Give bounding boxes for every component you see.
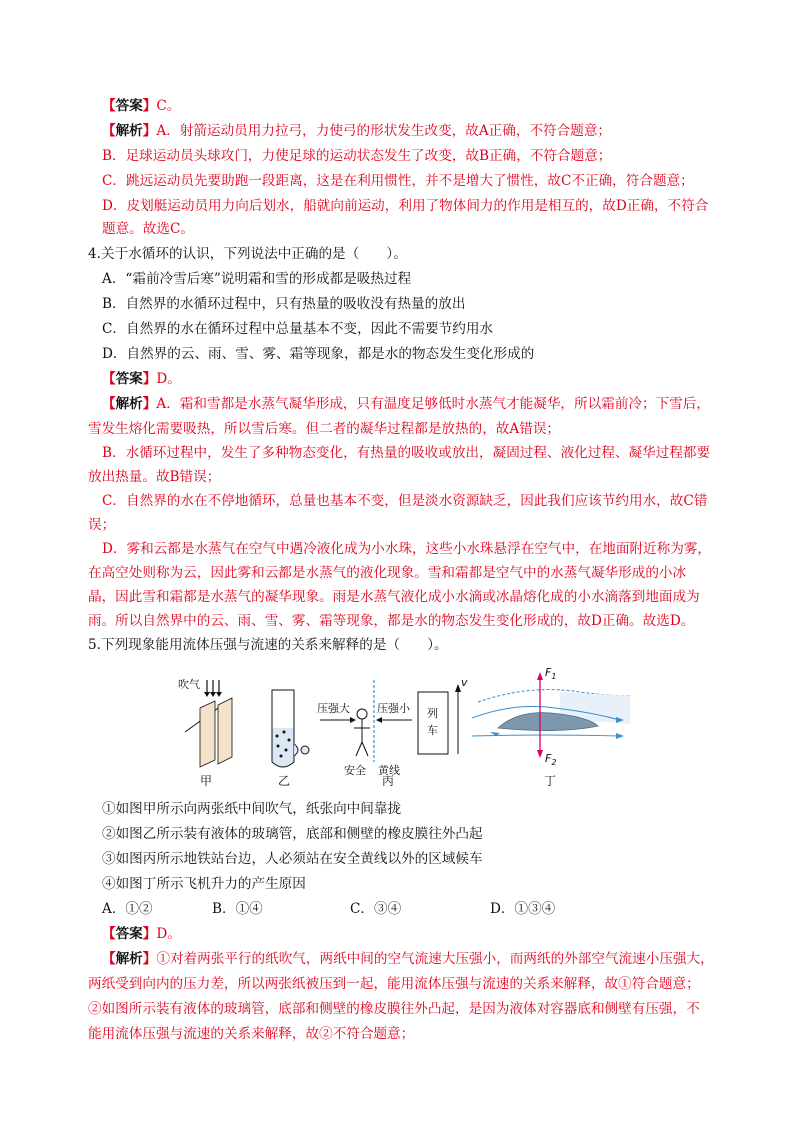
answer-tag: 答案 (115, 371, 143, 387)
q3-analysis-line-3: D．皮划艇运动员用力向后划水，船就向前运动，利用了物体间力的作用是相互的，故D正确，不符合 (102, 198, 709, 214)
q5-analysis-line-3: 能用流体压强与流速的关系来解释，故②不符合题意； (88, 1026, 415, 1042)
q4-analysis-line-3: 放出热量。故B错误； (88, 469, 221, 485)
f1-label: $F_1$ (545, 666, 557, 681)
q4-option-d: D．自然界的云、雨、雪、雾、霜等现象，都是水的物态发生变化形成的 (102, 346, 535, 362)
answer-value: D。 (156, 926, 181, 942)
high-pressure-label: 压强大 (317, 702, 350, 715)
q3-analysis-line-2: C．跳远运动员先要助跑一段距离，这是在利用惯性，并不是增大了惯性，故C不正确，符合题意； (102, 173, 694, 189)
q4-analysis-line-8: 晶，因此雪和霜都是水蒸气的凝华现象。雨是水蒸气液化成小水滴或冰晶熔化成的小水滴落到地面成为 (88, 589, 700, 605)
q3-analysis-line-1: B．足球运动员头球攻门，力使足球的运动状态发生了改变，故B正确，不符合题意； (102, 148, 612, 164)
bracket-open: 【 (102, 123, 116, 139)
figure-svg (160, 662, 680, 792)
q4-analysis-line-7: 在高空处则称为云，因此雾和云都是水蒸气的液化现象。雪和霜都是空气中的水蒸气凝华形成的小冰 (88, 565, 687, 581)
q4-answer-line (102, 370, 742, 388)
caption-bing: 丙 (382, 774, 395, 788)
caption-ding: 丁 (544, 774, 557, 788)
blow-label: 吹气 (178, 678, 200, 691)
q4-option-c: C．自然界的水在循环过程中总量基本不变，因此不需要节约用水 (102, 321, 494, 337)
q5-item-1: ①如图甲所示向两张纸中间吹气，纸张向中间靠拢 (102, 801, 402, 817)
q4-option-a: A．“霜前冷雪后寒”说明霜和雪的形成都是吸热过程 (102, 271, 412, 287)
bracket-open: 【 (102, 396, 116, 412)
q5-answer-line (102, 925, 742, 943)
analysis-text: ①对着两张平行的纸吹气，两纸中间的空气流速大压强小，而两纸的外部空气流速小压强大， (156, 951, 714, 967)
yellow-line-label: 黄线 (378, 764, 400, 777)
q4-analysis-line-6: D．雾和云都是水蒸气在空气中遇冷液化成为小水珠，这些小水珠悬浮在空气中，在地面附近称为雾， (102, 541, 712, 557)
bracket-open: 【 (102, 98, 116, 114)
q5-option-a: A．①② (102, 901, 153, 917)
safety-label: 安全 (344, 764, 366, 777)
analysis-text: A．射箭运动员用力拉弓，力使弓的形状发生改变，故A正确，不符合题意； (156, 123, 612, 139)
q4-analysis-line-1: 雪发生熔化需要吸热，所以雪后寒。但二者的凝华过程都是放热的，故A错误； (88, 421, 561, 437)
q5-analysis-line-2: ②如图所示装有液体的玻璃管，底部和侧壁的橡皮膜往外凸起，是因为液体对容器底和侧壁有压强，不 (88, 1001, 700, 1017)
figure-ding (472, 666, 630, 788)
figure-bing (317, 676, 468, 788)
bracket-close: 】 (142, 926, 157, 942)
q4-analysis-line-4: C．自然界的水在不停地循环，总量也基本不变，但是淡水资源缺乏，因此我们应该节约用水，故C错 (102, 493, 708, 509)
figure-yi (272, 690, 309, 788)
answer-value: D。 (156, 371, 181, 387)
analysis-tag: 解析 (115, 951, 143, 967)
q5-item-3: ③如图丙所示地铁站台边，人必须站在安全黄线以外的区域候车 (102, 851, 483, 867)
q4-analysis-line-2: B．水循环过程中，发生了多种物态变化，有热量的吸收或放出，凝固过程、液化过程、凝华过程都要 (102, 445, 711, 461)
f2-label: $F_2$ (545, 752, 557, 767)
bracket-close: 】 (142, 98, 157, 114)
bracket-close: 】 (142, 123, 157, 139)
q5-option-c: C．③④ (350, 901, 402, 917)
q5-item-4: ④如图丁所示飞机升力的产生原因 (102, 876, 306, 892)
bracket-open: 【 (102, 926, 116, 942)
q5-analysis-line-1: 两纸受到向内的压力差，所以两张纸被压到一起，能用流体压强与流速的关系来解释，故①符合题意； (88, 976, 700, 992)
bracket-open: 【 (102, 951, 116, 967)
q3-analysis-line-4: 题意。故选C。 (102, 221, 194, 237)
analysis-tag: 解析 (115, 396, 143, 412)
low-pressure-label: 压强小 (377, 702, 410, 715)
answer-value: C。 (156, 98, 181, 114)
velocity-label: v (461, 676, 468, 689)
caption-yi: 乙 (278, 774, 291, 788)
q3-answer-line (102, 97, 742, 115)
q4-analysis-line-9: 雨。所以自然界中的云、雨、雪、雾、霜等现象，都是水的物态发生变化形成的，故D正确。故选D。 (88, 613, 695, 629)
q5-figure (160, 662, 680, 792)
q5-analysis-line-0 (102, 950, 742, 968)
q4-stem: 4.关于水循环的认识，下列说法中正确的是（ ）。 (88, 246, 407, 262)
q5-option-b: B．①④ (212, 901, 263, 917)
bracket-close: 】 (142, 371, 157, 387)
answer-tag: 答案 (115, 926, 143, 942)
train-char-1: 列 (427, 707, 438, 720)
train-char-2: 车 (427, 724, 438, 737)
q5-item-2: ②如图乙所示装有液体的玻璃管，底部和侧壁的橡皮膜往外凸起 (102, 826, 483, 842)
analysis-text: A．霜和雪都是水蒸气凝华形成，只有温度足够低时水蒸气才能凝华，所以霜前冷；下雪后， (156, 396, 710, 412)
bracket-close: 】 (142, 951, 157, 967)
bracket-open: 【 (102, 371, 116, 387)
q5-option-d: D．①③④ (490, 901, 556, 917)
bracket-close: 】 (142, 396, 157, 412)
q4-option-b: B．自然界的水循环过程中，只有热量的吸收没有热量的放出 (102, 296, 466, 312)
figure-jia (178, 677, 232, 788)
q4-analysis-line-0 (102, 395, 742, 413)
q4-analysis-line-5: 误； (88, 517, 116, 533)
answer-tag: 答案 (115, 98, 143, 114)
q3-analysis-line-0 (102, 122, 742, 140)
caption-jia: 甲 (200, 774, 213, 788)
q5-stem: 5.下列现象能用流体压强与流速的关系来解释的是（ ）。 (88, 637, 448, 653)
analysis-tag: 解析 (115, 123, 143, 139)
